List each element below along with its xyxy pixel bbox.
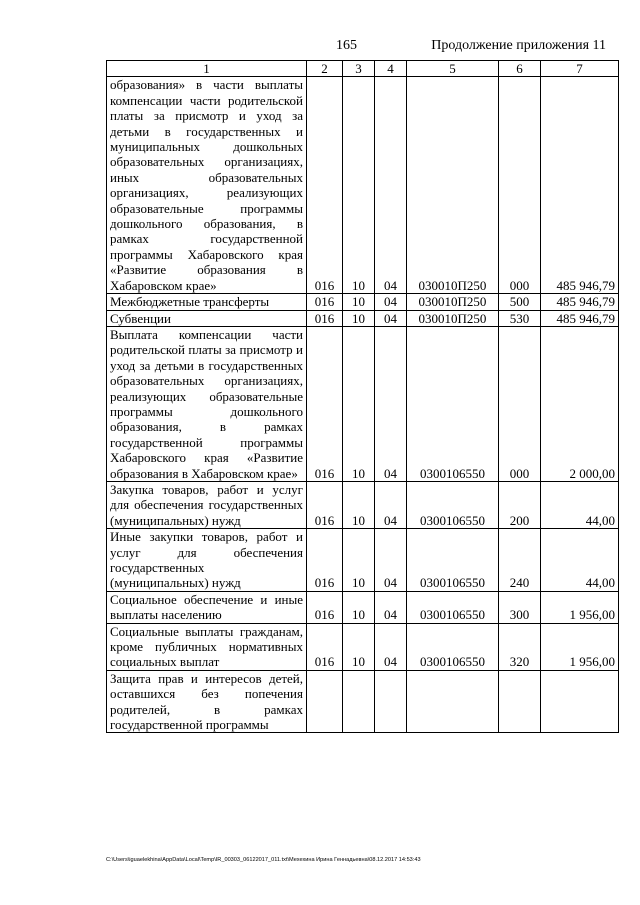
column-header: 4 (375, 61, 407, 77)
cell-admin-code: 016 (307, 294, 343, 310)
table-row (107, 623, 619, 670)
cell-expense-type: 500 (499, 294, 541, 310)
column-header: 6 (499, 61, 541, 77)
cell-admin-code: 016 (307, 591, 343, 623)
cell-expense-type: 530 (499, 310, 541, 326)
cell-section: 10 (343, 326, 375, 481)
row-name: Субвенции (107, 310, 307, 326)
cell-amount: 2 000,00 (541, 326, 619, 481)
cell-amount: 44,00 (541, 529, 619, 592)
row-name: Защита прав и интересов детей, оставшихся без попечения родителей, в рамках государственной программы (107, 670, 307, 733)
cell-target-article: 0300106550 (407, 591, 499, 623)
cell-expense-type (499, 670, 541, 733)
cell-expense-type: 200 (499, 481, 541, 528)
cell-amount: 44,00 (541, 481, 619, 528)
table-row (107, 529, 619, 592)
cell-expense-type: 000 (499, 77, 541, 294)
row-name: образования» в части выплаты компенсации части родительской платы за присмотр и уход за детьми в государственных и муниципальных дошкольных образовательных организациях, иных образовательных организациях, реализующих образовательные программы дошкольного образования, в рамках государственной программы Хабаровского края «Развитие образования в Хабаровском крае» (107, 77, 307, 294)
cell-subsection: 04 (375, 591, 407, 623)
cell-section: 10 (343, 591, 375, 623)
column-header: 1 (107, 61, 307, 77)
column-header: 5 (407, 61, 499, 77)
budget-table (106, 60, 619, 733)
cell-target-article: 030010П250 (407, 310, 499, 326)
file-path-footer: C:\Users\iguaelekhina\AppData\Local\Temp\IR_00303_06122017_011.txt\Мехехина Ирина Геннадьевна\08.12.2017 14:53:43 (106, 857, 421, 863)
cell-target-article: 0300106550 (407, 481, 499, 528)
cell-admin-code: 016 (307, 77, 343, 294)
cell-subsection: 04 (375, 481, 407, 528)
row-name: Иные закупки товаров, работ и услуг для обеспечения государственных (муниципальных) нужд (107, 529, 307, 592)
table-row (107, 591, 619, 623)
cell-target-article (407, 670, 499, 733)
appendix-title: Продолжение приложения 11 (431, 38, 606, 53)
cell-section: 10 (343, 294, 375, 310)
cell-subsection: 04 (375, 623, 407, 670)
cell-target-article: 0300106550 (407, 326, 499, 481)
cell-section: 10 (343, 481, 375, 528)
cell-subsection: 04 (375, 77, 407, 294)
cell-target-article: 030010П250 (407, 77, 499, 294)
cell-amount: 485 946,79 (541, 77, 619, 294)
cell-amount: 1 956,00 (541, 623, 619, 670)
cell-amount: 1 956,00 (541, 591, 619, 623)
cell-expense-type: 240 (499, 529, 541, 592)
row-name: Социальное обеспечение и иные выплаты населению (107, 591, 307, 623)
cell-admin-code (307, 670, 343, 733)
table-header-row (107, 61, 619, 77)
row-name: Выплата компенсации части родительской платы за присмотр и уход за детьми в государственных образовательных организациях, реализующих образовательные программы дошкольного образования, в рамках государственной программы Хабаровского края «Развитие образования в Хабаровском крае» (107, 326, 307, 481)
row-name: Социальные выплаты гражданам, кроме публичных нормативных социальных выплат (107, 623, 307, 670)
column-header: 2 (307, 61, 343, 77)
cell-target-article: 0300106550 (407, 529, 499, 592)
cell-section: 10 (343, 529, 375, 592)
cell-section: 10 (343, 310, 375, 326)
cell-subsection (375, 670, 407, 733)
row-name: Межбюджетные трансферты (107, 294, 307, 310)
table-row (107, 670, 619, 733)
cell-subsection: 04 (375, 310, 407, 326)
cell-amount (541, 670, 619, 733)
cell-target-article: 030010П250 (407, 294, 499, 310)
cell-subsection: 04 (375, 529, 407, 592)
cell-target-article: 0300106550 (407, 623, 499, 670)
cell-admin-code: 016 (307, 481, 343, 528)
table-row (107, 294, 619, 310)
cell-section: 10 (343, 77, 375, 294)
table-row (107, 310, 619, 326)
page-number: 165 (336, 38, 357, 53)
table-row (107, 77, 619, 294)
cell-amount: 485 946,79 (541, 294, 619, 310)
cell-admin-code: 016 (307, 326, 343, 481)
cell-admin-code: 016 (307, 310, 343, 326)
cell-expense-type: 300 (499, 591, 541, 623)
column-header: 3 (343, 61, 375, 77)
column-header: 7 (541, 61, 619, 77)
row-name: Закупка товаров, работ и услуг для обеспечения государственных (муниципальных) нужд (107, 481, 307, 528)
cell-section: 10 (343, 623, 375, 670)
cell-admin-code: 016 (307, 529, 343, 592)
table-row (107, 326, 619, 481)
cell-admin-code: 016 (307, 623, 343, 670)
cell-amount: 485 946,79 (541, 310, 619, 326)
cell-expense-type: 000 (499, 326, 541, 481)
cell-section (343, 670, 375, 733)
cell-subsection: 04 (375, 294, 407, 310)
cell-subsection: 04 (375, 326, 407, 481)
cell-expense-type: 320 (499, 623, 541, 670)
table-row (107, 481, 619, 528)
